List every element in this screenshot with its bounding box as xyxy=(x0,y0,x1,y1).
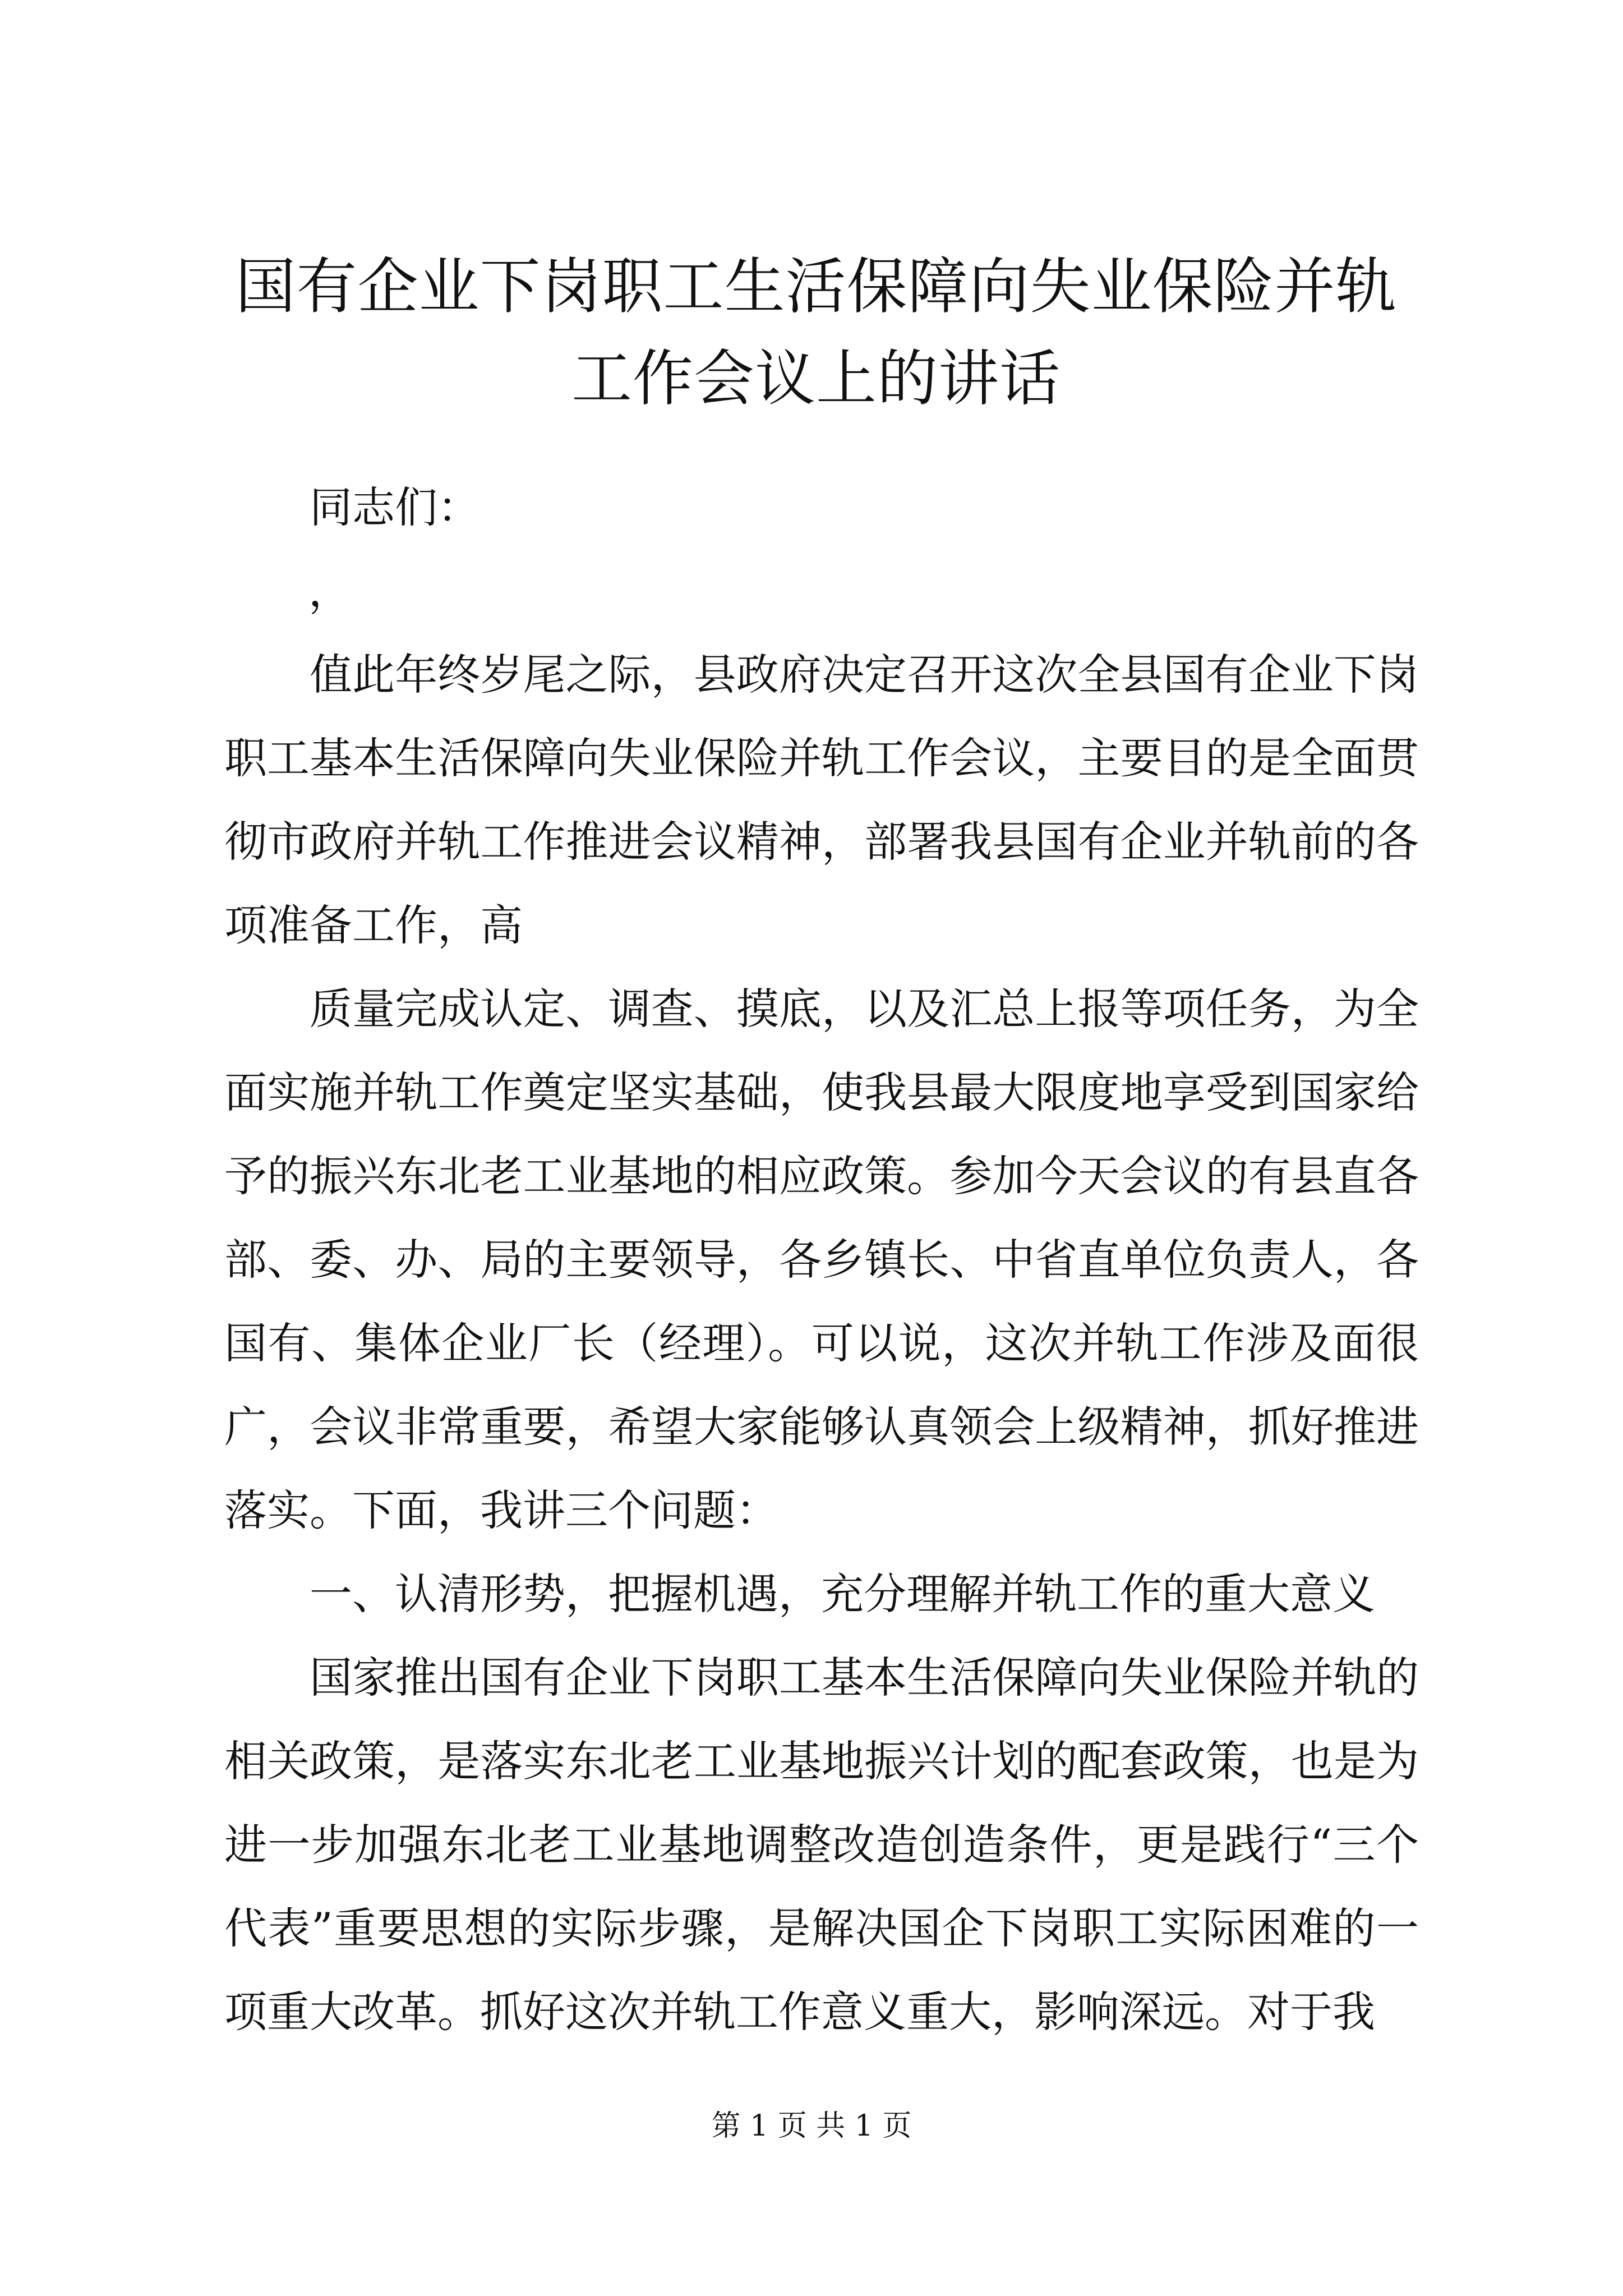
document-title: 国有企业下岗职工生活保障向失业保险并轨工作会议上的讲话 xyxy=(235,252,1397,414)
paragraph-2: 质量完成认定、调查、摸底，以及汇总上报等项任务，为全面实施并轨工作奠定坚实基础，使我县最大限度地享受到国家给予的振兴东北老工业基地的相应政策。参加今天会议的有县直各部、委、办、局的主要领导，各乡镇长、中省直单位负责人，各国有、集体企业厂长（经理）。可以说，这次并轨工作涉及面很广，会议非常重要，希望大家能够认真领会上级精神，抓好推进落实。下面，我讲三个问题： xyxy=(224,984,1419,1535)
paragraph-3: 国家推出国有企业下岗职工基本生活保障向失业保险并轨的相关政策，是落实东北老工业基地振兴计划的配套政策，也是为进一步加强东北老工业基地调整改造创造条件，更是践行“三个代表”重要思想的实际步骤，是解决国企下岗职工实际困难的一项重大改革。抓好这次并轨工作意义重大，影响深远。对于我 xyxy=(224,1653,1419,2037)
stray-punctuation: ， xyxy=(308,566,351,616)
section-heading-1: 一、认清形势，把握机遇，充分理解并轨工作的重大意义 xyxy=(310,1569,1375,1619)
paragraph-1: 值此年终岁尾之际，县政府决定召开这次全县国有企业下岗职工基本生活保障向失业保险并轨工作会议，主要目的是全面贯彻市政府并轨工作推进会议精神，部署我县国有企业并轨前的各项准备工作，高 xyxy=(224,650,1419,950)
document-body xyxy=(224,466,1419,2054)
salutation: 同志们： xyxy=(310,482,480,532)
page-footer: 第 1 页 共 1 页 xyxy=(711,2109,912,2143)
